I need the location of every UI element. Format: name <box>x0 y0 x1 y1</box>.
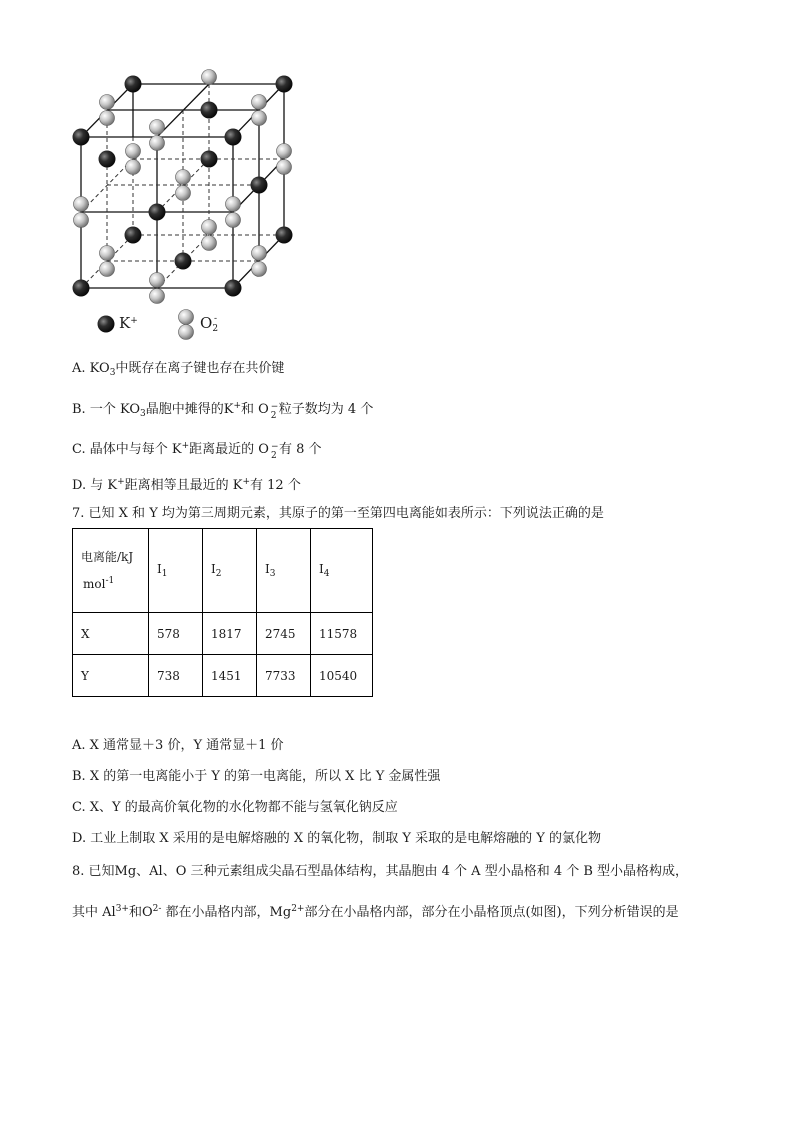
o2-ion-atom <box>150 136 165 151</box>
header-label-sup: -1 <box>105 576 115 586</box>
q6-d-text-3: 有 12 个 <box>250 478 301 493</box>
o2-ion-atom <box>202 70 217 85</box>
q6-option-d <box>72 474 301 494</box>
o2-ion-atom <box>202 236 217 251</box>
legend-k-ion-icon <box>96 314 116 334</box>
o2-ion-atom <box>126 144 141 159</box>
table-cell-element: X <box>73 613 149 655</box>
table-row <box>73 613 373 655</box>
q6-a-text-1: A. KO <box>72 361 110 376</box>
table-header-i1 <box>149 529 203 613</box>
q8-o-charge: 2- <box>152 904 162 914</box>
legend-k-symbol: K <box>119 314 131 332</box>
table-cell: 7733 <box>257 655 311 697</box>
k-ion-atom <box>125 227 142 244</box>
q6-d-sup: + <box>117 477 125 487</box>
q6-b-text-1: B. 一个 KO <box>72 402 140 417</box>
table-cell: 10540 <box>311 655 373 697</box>
k-ion-atom <box>276 76 293 93</box>
i4-sub: 4 <box>323 569 330 579</box>
k-ion-atom <box>175 253 192 270</box>
k-ion-atom <box>225 129 242 146</box>
o2-ion-atom <box>252 95 267 110</box>
q6-b-sub: 3 <box>139 409 146 419</box>
i4-main: I <box>319 562 324 576</box>
table-header-i2 <box>203 529 257 613</box>
i1-sub: 1 <box>161 569 168 579</box>
o2-ion-atom <box>176 186 191 201</box>
q6-d-text-2: 距离相等且最近的 K <box>124 478 243 493</box>
table-cell: 1451 <box>203 655 257 697</box>
o2-ion-atom <box>226 197 241 212</box>
o2-ion-atom <box>150 273 165 288</box>
o2-ion-atom <box>252 111 267 126</box>
legend-k-ion-label <box>119 314 138 332</box>
o2-ion-atom <box>277 160 292 175</box>
o2-ion-atom <box>100 246 115 261</box>
legend-o-subscript: 2 <box>212 324 219 334</box>
q6-a-sub: 3 <box>109 368 116 378</box>
q6-c-text-2: 距离最近的 O <box>189 442 269 457</box>
q6-c-frac-bottom: 2 <box>270 450 277 461</box>
q8-line2-text-2: 和O <box>128 905 153 920</box>
q6-b-frac-top: − <box>270 401 279 412</box>
q7-option-b: B. X 的第一电离能小于 Y 的第一电离能，所以 X 比 Y 金属性强 <box>72 769 441 784</box>
table-cell-element: Y <box>73 655 149 697</box>
i2-main: I <box>211 562 216 576</box>
o2-ion-atom <box>74 197 89 212</box>
o2-ion-atom <box>252 246 267 261</box>
header-label-line1: 电离能/kJ <box>81 550 134 564</box>
o2-ion-atom <box>100 262 115 277</box>
k-ion-atom <box>276 227 293 244</box>
q8-mg-charge: 2+ <box>291 904 305 914</box>
table-cell: 738 <box>149 655 203 697</box>
k-ion-atom <box>73 280 90 297</box>
k-ion-atom <box>73 129 90 146</box>
k-ion-atom <box>149 204 166 221</box>
table-cell: 578 <box>149 613 203 655</box>
q6-option-b <box>72 398 373 422</box>
o2-ion-atom <box>176 170 191 185</box>
q8-line2-text-4: 部分在小晶格内部，部分在小晶格顶点(如图)，下列分析错误的是 <box>304 905 679 920</box>
q8-stem-line2 <box>72 901 679 921</box>
o2-ion-atom <box>277 144 292 159</box>
o2-ion-atom <box>252 262 267 277</box>
q6-c-frac-top: − <box>270 441 279 452</box>
table-header-i4 <box>311 529 373 613</box>
table-header-row <box>73 529 373 613</box>
legend-k-charge: + <box>130 316 138 326</box>
k-ion-atom <box>225 280 242 297</box>
q6-b-sup: + <box>233 401 241 411</box>
k-ion-atom <box>201 151 218 168</box>
q6-option-a <box>72 361 284 381</box>
o2-ion-atom <box>150 289 165 304</box>
q6-b-frac-bottom: 2 <box>270 410 277 421</box>
q6-b-text-2: 晶胞中摊得的K <box>145 402 234 417</box>
q6-d-text-1: D. 与 K <box>72 478 118 493</box>
o2-ion-atom <box>150 120 165 135</box>
legend-o2-ion-icon <box>176 308 196 342</box>
q6-a-text-2: 中既存在离子键也存在共价键 <box>115 361 285 376</box>
q6-b-text-3: 和 O <box>240 402 269 417</box>
q7-option-a: A. X 通常显＋3 价，Y 通常显＋1 价 <box>72 738 284 753</box>
ko2-crystal-cell-figure <box>60 62 320 342</box>
k-ion-atom <box>99 151 116 168</box>
table-cell: 1817 <box>203 613 257 655</box>
i3-sub: 3 <box>269 569 276 579</box>
q8-line2-text-1: 其中 Al <box>72 905 116 920</box>
q6-b-text-4: 粒子数均为 4 个 <box>278 402 374 417</box>
q6-d-sup-2: + <box>242 477 251 487</box>
q8-stem-line1: 8. 已知Mg、Al、O 三种元素组成尖晶石型晶体结构，其晶胞由 4 个 A 型小晶格和 4 个 B 型小晶格构成， <box>72 864 689 879</box>
q7-option-d: D. 工业上制取 X 采用的是电解熔融的 X 的氧化物，制取 Y 采取的是电解熔融的 Y 的氯化物 <box>72 831 601 846</box>
table-cell: 11578 <box>311 613 373 655</box>
q6-option-c <box>72 438 322 461</box>
q7-option-c: C. X、Y 的最高价氧化物的水化物都不能与氢氧化钠反应 <box>72 800 398 815</box>
legend-o-symbol: O <box>200 314 213 332</box>
i3-main: I <box>265 562 270 576</box>
k-ion-atom <box>201 102 218 119</box>
o2-ion-atom <box>100 95 115 110</box>
q6-c-text-3: 有 8 个 <box>278 442 322 457</box>
legend-o-charge: - <box>214 314 218 324</box>
table-row <box>73 655 373 697</box>
legend-o2-ion-label <box>200 314 221 334</box>
q6-c-sup: + <box>181 441 190 451</box>
o2-ion-atom <box>100 111 115 126</box>
k-ion-atom <box>251 177 268 194</box>
q7-stem: 7. 已知 X 和 Y 均为第三周期元素，其原子的第一至第四电离能如表所示：下列说法正确的是 <box>72 506 604 521</box>
i2-sub: 2 <box>215 569 222 579</box>
q6-c-text-1: C. 晶体中与每个 K <box>72 442 182 457</box>
table-cell: 2745 <box>257 613 311 655</box>
q8-al-charge: 3+ <box>115 904 129 914</box>
o2-ion-atom <box>74 213 89 228</box>
k-ion-atom <box>125 76 142 93</box>
table-header-label <box>73 529 149 613</box>
q6-c-o2-charge <box>269 441 279 461</box>
o2-ion-atom <box>126 160 141 175</box>
i1-main: I <box>157 562 162 576</box>
header-label-line2: mol <box>83 577 106 591</box>
q6-b-o2-charge <box>269 401 279 421</box>
o2-ion-atom <box>226 213 241 228</box>
ionization-energy-table <box>72 528 373 697</box>
o2-ion-atom <box>202 220 217 235</box>
q8-line2-text-3: 都在小晶格内部，Mg <box>161 905 292 920</box>
table-header-i3 <box>257 529 311 613</box>
